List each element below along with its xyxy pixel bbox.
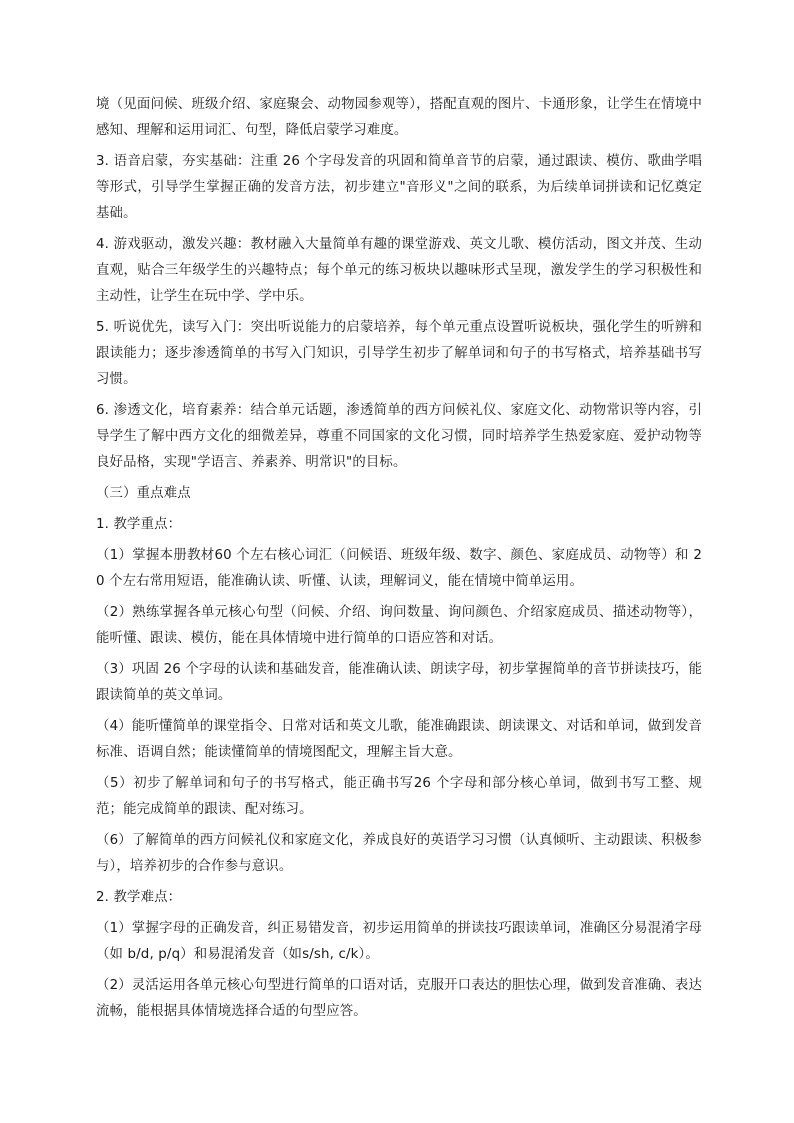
focus-item-1: （1）掌握本册教材60 个左右核心词汇（问候语、班级年级、数字、颜色、家庭成员、动物等）和 20 个左右常用短语，能准确认读、听懂、认读，理解词义，能在情境中简单运用。 [96, 548, 702, 589]
focus-item-2: （2）熟练掌握各单元核心句型（问候、介绍、询问数量、询问颜色、介绍家庭成员、描述动物等），能听懂、跟读、模仿，能在具体情境中进行简单的口语应答和对话。 [96, 605, 702, 646]
focus-item-4: （4）能听懂简单的课堂指令、日常对话和英文儿歌，能准确跟读、朗读课文、对话和单词，做到发音标准、语调自然；能读懂简单的情境图配文，理解主旨大意。 [96, 719, 702, 760]
focus-item-5: （5）初步了解单词和句子的书写格式，能正确书写26 个字母和部分核心单词，做到书写工整、规范；能完成简单的跟读、配对练习。 [96, 776, 702, 817]
document-page [96, 92, 702, 1030]
subheading-teaching-difficulties: 2. 教学难点： [96, 890, 182, 905]
difficulty-item-1: （1）掌握字母的正确发音，纠正易错发音，初步运用简单的拼读技巧跟读单词，准确区分易混淆字母（如 b/d, p/q）和易混淆发音（如s/sh, c/k）。 [96, 921, 702, 962]
subheading-teaching-focus: 1. 教学重点： [96, 517, 182, 532]
paragraph-culture: 6. 渗透文化，培育素养：结合单元话题，渗透简单的西方问候礼仪、家庭文化、动物常识等内容，引导学生了解中西方文化的细微差异，尊重不同国家的文化习惯，同时培养学生热爱家庭、爱护动物等良好品格，实现"学语言、养素养、明常识"的目标。 [96, 403, 702, 470]
focus-item-6: （6）了解简单的西方问候礼仪和家庭文化，养成良好的英语学习习惯（认真倾听、主动跟读、积极参与），培养初步的合作参与意识。 [96, 833, 702, 874]
paragraph-games: 4. 游戏驱动，激发兴趣：教材融入大量简单有趣的课堂游戏、英文儿歌、模仿活动，图文并茂、生动直观，贴合三年级学生的兴趣特点；每个单元的练习板块以趣味形式呈现，激发学生的学习积极性和主动性，让学生在玩中学、学中乐。 [96, 237, 702, 304]
paragraph-context-intro: 境（见面问候、班级介绍、家庭聚会、动物园参观等），搭配直观的图片、卡通形象，让学生在情境中感知、理解和运用词汇、句型，降低启蒙学习难度。 [96, 97, 702, 138]
difficulty-item-2: （2）灵活运用各单元核心句型进行简单的口语对话，克服开口表达的胆怯心理，做到发音准确、表达流畅，能根据具体情境选择合适的句型应答。 [96, 978, 702, 1019]
focus-item-3: （3）巩固 26 个字母的认读和基础发音，能准确认读、朗读字母，初步掌握简单的音节拼读技巧，能跟读简单的英文单词。 [96, 662, 702, 703]
paragraph-listening-speaking: 5. 听说优先，读写入门：突出听说能力的启蒙培养，每个单元重点设置听说板块，强化学生的听辨和跟读能力；逐步渗透简单的书写入门知识，引导学生初步了解单词和句子的书写格式，培养基础书写习惯。 [96, 320, 702, 387]
paragraph-phonics: 3. 语音启蒙，夯实基础：注重 26 个字母发音的巩固和简单音节的启蒙，通过跟读、模仿、歌曲学唱等形式，引导学生掌握正确的发音方法，初步建立"音形义"之间的联系，为后续单词拼读和记忆奠定基础。 [96, 154, 702, 221]
section-heading-key-difficulties: （三）重点难点 [96, 486, 191, 501]
